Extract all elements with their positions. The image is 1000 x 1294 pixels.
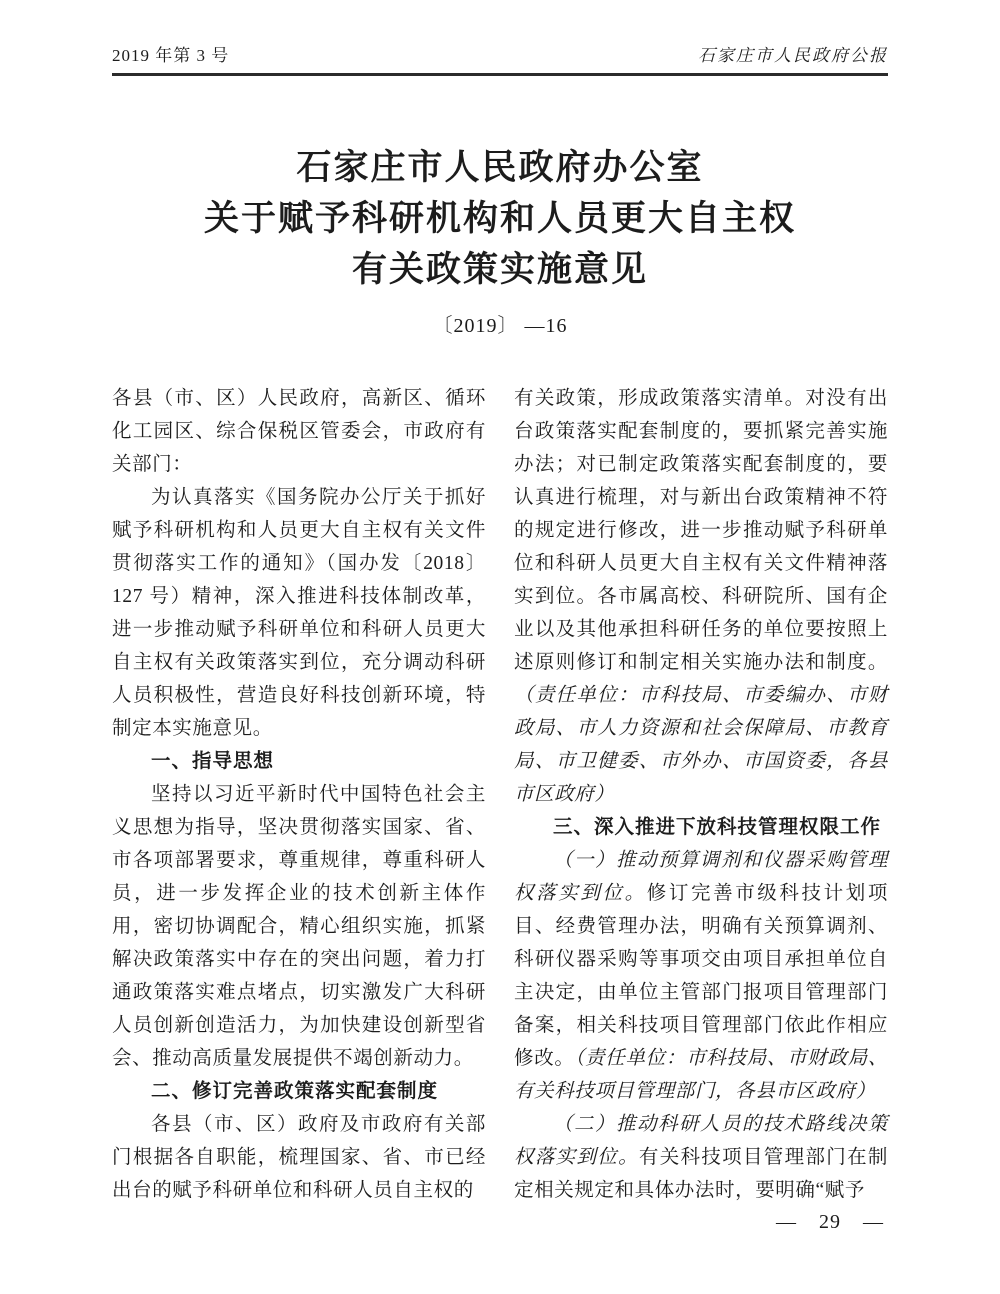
gazette-name: 石家庄市人民政府公报 — [698, 46, 888, 65]
kaiti-text-run: （责任单位：市科技局、市委编办、市财政局、市人力资源和社会保障局、市教育局、市卫健委、市外办、市国资委，各县市区政府） — [514, 685, 888, 805]
kaiti-text-run: （二）推动科研人员的技术路线决策权落实到位。 — [514, 1114, 888, 1168]
section-heading — [112, 745, 486, 778]
text-run: 为认真落实《国务院办公厅关于抓好赋予科研机构和人员更大自主权有关文件贯彻落实工作的通知》（国办发〔2018〕127 号）精神，深入推进科技体制改革，进一步推动赋予科研单位和科研人员更大自主权有关政策落实到位，充分调动科研人员积极性，营造良好科技创新环境，特制定本实施意见。 — [112, 487, 486, 739]
text-run: 各县（市、区）政府及市政府有关部门根据各自职能，梳理国家、省、市已经出台的赋予科研单位和科研人员自主权的 — [112, 1114, 486, 1201]
paragraph — [112, 1108, 486, 1207]
paragraph — [112, 481, 486, 745]
paragraph — [112, 382, 486, 481]
text-run: 三、深入推进下放科技管理权限工作 — [553, 816, 882, 838]
document-title-line-1: 石家庄市人民政府办公室 — [296, 148, 704, 187]
section-heading — [514, 811, 888, 844]
paragraph — [112, 778, 486, 1075]
kaiti-text-run: （一）推动预算调剂和仪器采购管理权落实到位。 — [514, 850, 888, 904]
page-number: — 29 — — [776, 1211, 884, 1233]
document-body — [112, 382, 888, 1207]
document-title-line-3: 有关政策实施意见 — [351, 250, 648, 289]
section-heading — [112, 1075, 486, 1108]
text-run: 一、指导思想 — [151, 750, 275, 772]
right-column — [514, 382, 888, 1207]
issue-number: 2019 年第 3 号 — [112, 46, 230, 65]
running-header — [112, 42, 888, 66]
document-title — [112, 142, 888, 295]
paragraph — [514, 1108, 888, 1207]
document-number: 〔2019〕 —16 — [432, 315, 568, 337]
kaiti-text-run: （责任单位：市科技局、市财政局、有关科技项目管理部门，各县市区政府） — [514, 1048, 888, 1102]
paragraph — [514, 382, 888, 811]
text-run: 修订完善市级科技计划项目、经费管理办法，明确有关预算调剂、科研仪器采购等事项交由项目承担单位自主决定，由单位主管部门报项目管理部门备案，相关科技项目管理部门依此作相应修改。 — [514, 883, 888, 1069]
document-title-line-2: 关于赋予科研机构和人员更大自主权 — [203, 199, 796, 238]
left-column — [112, 382, 486, 1207]
text-run: 各县（市、区）人民政府，高新区、循环化工园区、综合保税区管委会，市政府有关部门： — [112, 388, 486, 475]
text-run: 坚持以习近平新时代中国特色社会主义思想为指导，坚决贯彻落实国家、省、市各项部署要求，尊重规律，尊重科研人员，进一步发挥企业的技术创新主体作用，密切协调配合，精心组织实施，抓紧解决政策落实中存在的突出问题，着力打通政策落实难点堵点，切实激发广大科研人员创新创造活力，为加快建设创新型省会、推动高质量发展提供不竭创新动力。 — [112, 784, 486, 1069]
header-rule — [112, 73, 888, 76]
paragraph — [514, 844, 888, 1108]
text-run: 二、修订完善政策落实配套制度 — [151, 1080, 439, 1102]
text-run: 有关政策，形成政策落实清单。对没有出台政策落实配套制度的，要抓紧完善实施办法；对已制定政策落实配套制度的，要认真进行梳理，对与新出台政策精神不符的规定进行修改，进一步推动赋予科研单位和科研人员更大自主权有关文件精神落实到位。各市属高校、科研院所、国有企业以及其他承担科研任务的单位要按照上述原则修订和制定相关实施办法和制度。 — [514, 388, 888, 673]
text-run: 有关科技项目管理部门在制定相关规定和具体办法时，要明确“赋予 — [514, 1147, 888, 1201]
